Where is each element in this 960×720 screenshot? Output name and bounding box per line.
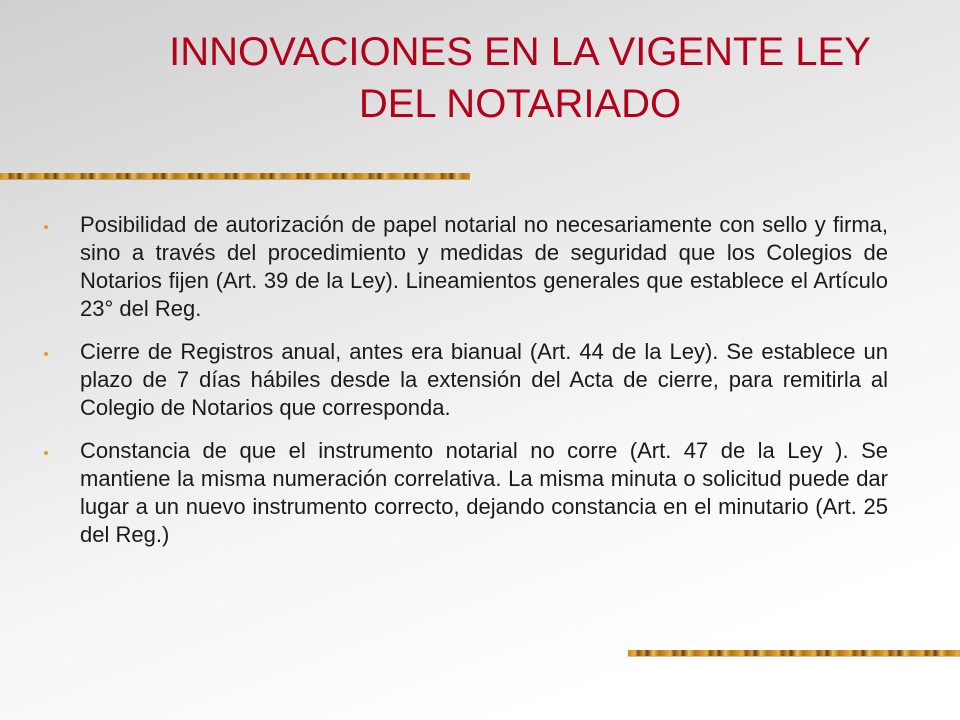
bullet-dot-icon [44, 352, 48, 356]
slide-title-line-1: INNOVACIONES EN LA VIGENTE LEY [169, 30, 871, 74]
bullet-list [40, 211, 888, 564]
decorative-bar-top [0, 173, 470, 179]
decorative-bar-bottom [628, 650, 960, 656]
bullet-text: Posibilidad de autorización de papel notarial no necesariamente con sello y firma, sino a través del procedimiento y medidas de seguridad que los Colegios de Notarios fijen (Art. 39 de la Ley). Lineamientos generales que establece el Artículo 23° del Reg. [80, 212, 888, 321]
bullet-dot-icon [44, 225, 48, 229]
slide-title-line-2: DEL NOTARIADO [358, 82, 682, 126]
bullet-dot-icon [44, 451, 48, 455]
bullet-item-papel-notarial [40, 211, 888, 323]
bullet-text: Constancia de que el instrumento notarial no corre (Art. 47 de la Ley ). Se mantiene la misma numeración correlativa. La misma minuta o solicitud puede dar lugar a un nuevo instrumento correcto, dejando constancia en el minutario (Art. 25 del Reg.) [80, 438, 888, 547]
bullet-text: Cierre de Registros anual, antes era bianual (Art. 44 de la Ley). Se establece un plazo de 7 días hábiles desde la extensión del Acta de cierre, para remitirla al Colegio de Notarios que corresponda. [80, 339, 888, 420]
slide-title [120, 26, 920, 130]
bullet-item-cierre-registros [40, 338, 888, 422]
bullet-item-constancia [40, 437, 888, 549]
